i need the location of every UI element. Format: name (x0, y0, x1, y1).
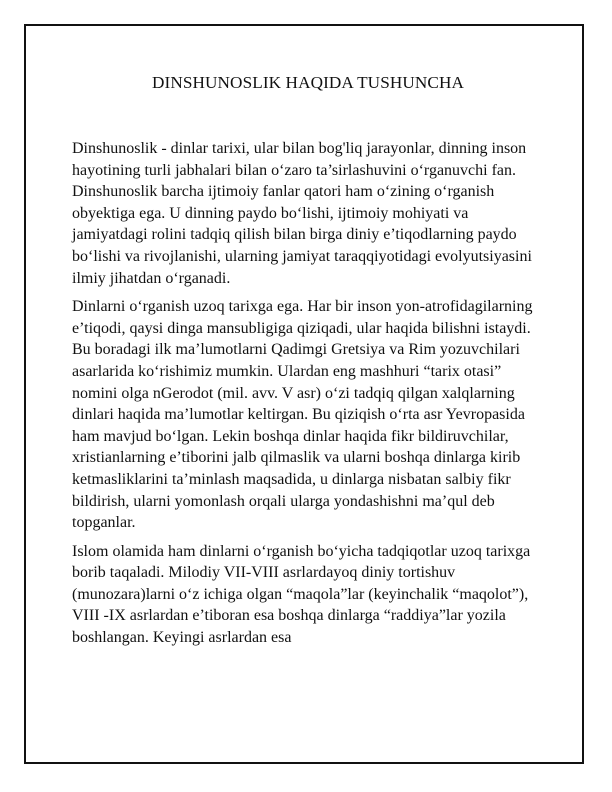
document-title: DINSHUNOSLIK HAQIDA TUSHUNCHA (152, 73, 464, 92)
document-body (72, 70, 544, 656)
paragraph-islamic-studies: Islom olamida ham dinlarni o‘rganish bo‘yicha tadqiqotlar uzoq tarixga borib taqaladi. Milodiy VII-VIII asrlardayoq diniy tortishuv (munozara)larni o‘z ichiga olgan “maqola”lar (keyinchalik “maqolot”), VIII -IX asrlardan e’tiboran esa boshqa dinlarga “raddiya”lar yozila boshlangan. Keyingi asrlardan esa (72, 542, 531, 647)
paragraph-history: Dinlarni o‘rganish uzoq tarixga ega. Har bir inson yon-atrofidagilarning e’tiqodi, qaysi dinga mansubligiga qiziqadi, ular haqida bilishni istaydi. Bu boradagi ilk ma’lumotlarni Qadimgi Gretsiya va Rim yozuvchilari asarlarida ko‘rishimiz mumkin. Ulardan eng mashhuri “tarix otasi” nomini olga nGerodot (mil. avv. V asr) o‘zi tadqiq qilgan xalqlarning dinlari haqida ma’lumotlar keltirgan. Bu qiziqish o‘rta asr Yevropasida ham mavjud bo‘lgan. Lekin boshqa dinlar haqida fikr bildiruvchilar, xristianlarning e’tiborini jalb qilmaslik va ularni boshqa dinlarga kirib ketmasliklarini ta’minlash maqsadida, u dinlarga nisbatan salbiy fikr bildirish, ularni yomonlash orqali ularga yondashishni ma’qul deb topganlar. (72, 298, 533, 532)
paragraph-definition: Dinshunoslik - dinlar tarixi, ular bilan bog'liq jarayonlar, dinning inson hayotining turli jabhalari bilan o‘zaro ta’sirlashuvini o‘rganuvchi fan. Dinshunoslik barcha ijtimoiy fanlar qatori ham o‘zining o‘rganish obyektiga ega. U dinning paydo bo‘lishi, ijtimoiy mohiyati va jamiyatdagi rolini tadqiq qilish bilan birga diniy e’tiqodlarning paydo bo‘lishi va rivojlanishi, ularning jamiyat taraqqiyotidagi evolyutsiyasini ilmiy jihatdan o‘rganadi. (72, 140, 532, 287)
